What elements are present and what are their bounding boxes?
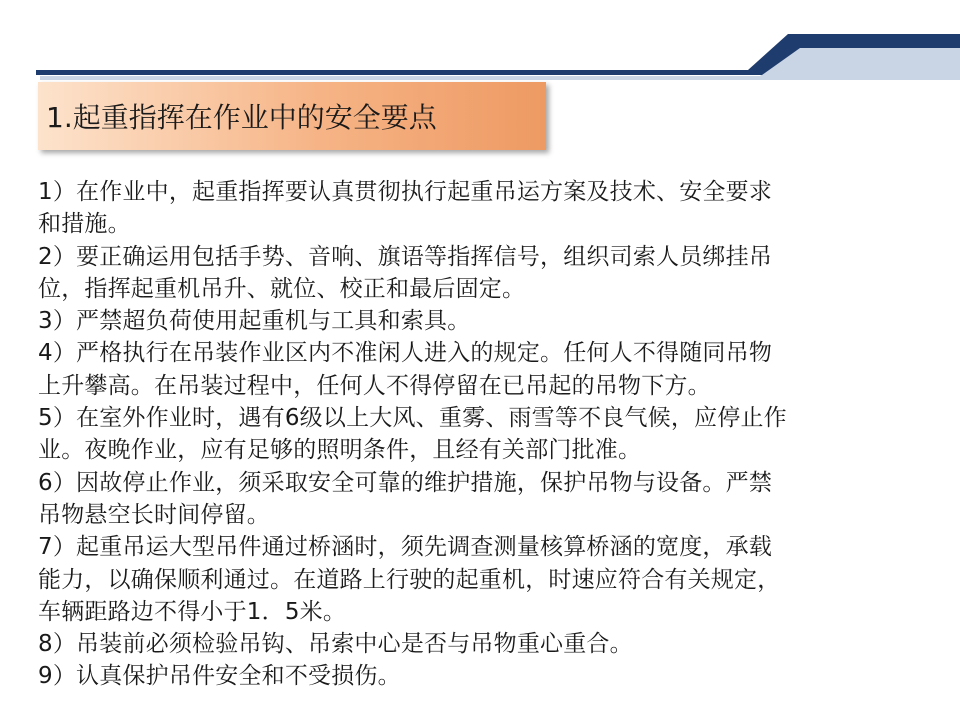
- safety-point-item: [38, 660, 918, 692]
- safety-point-line: 2）要正确运用包括手势、音响、旗语等指挥信号，组织司索人员绑挂吊: [38, 243, 773, 270]
- safety-point-line: 1）在作业中，起重指挥要认真贯彻执行起重吊运方案及技术、安全要求: [38, 179, 773, 205]
- safety-point-item: [38, 628, 918, 660]
- safety-point-line: 4）严格执行在吊装作业区内不准闲人进入的规定。任何人不得随同吊物: [38, 340, 773, 367]
- safety-point-line: 9）认真保护吊件安全和不受损伤。: [38, 663, 401, 690]
- safety-point-item: [38, 305, 918, 337]
- safety-point-line: 3）严禁超负荷使用起重机与工具和索具。: [38, 308, 471, 335]
- safety-point-line: 和措施。: [38, 211, 131, 238]
- header-decoration: [0, 0, 960, 80]
- safety-point-line: 5）在室外作业时，遇有6级以上大风、重雾、雨雪等不良气候，应停止作: [38, 405, 787, 432]
- title-banner: [38, 82, 546, 150]
- safety-point-line: 能力，以确保顺利通过。在道路上行驶的起重机，时速应符合有关规定，: [38, 566, 781, 593]
- safety-point-item: [38, 241, 918, 306]
- safety-points-list: [38, 176, 918, 693]
- safety-point-item: [38, 467, 918, 532]
- safety-point-line: 8）吊装前必须检验吊钩、吊索中心是否与吊物重心重合。: [38, 631, 633, 658]
- safety-point-item: [38, 176, 918, 241]
- safety-point-item: [38, 531, 918, 628]
- header-bar-graphic: [0, 0, 960, 80]
- safety-point-line: 车辆距路边不得小于1．5米。: [38, 598, 347, 625]
- safety-point-line: 吊物悬空长时间停留。: [38, 501, 270, 528]
- slide-title: 1.起重指挥在作业中的安全要点: [46, 101, 437, 134]
- safety-point-item: [38, 402, 918, 467]
- safety-point-line: 业。夜晚作业，应有足够的照明条件，且经有关部门批准。: [38, 437, 642, 464]
- safety-point-line: 位，指挥起重机吊升、就位、校正和最后固定。: [38, 275, 526, 302]
- safety-point-line: 7）起重吊运大型吊件通过桥涵时，须先调查测量核算桥涵的宽度，承载: [38, 534, 773, 561]
- safety-point-line: 6）因故停止作业，须采取安全可靠的维护措施，保护吊物与设备。严禁: [38, 469, 773, 496]
- safety-point-line: 上升攀高。在吊装过程中，任何人不得停留在已吊起的吊物下方。: [38, 372, 711, 399]
- safety-point-item: [38, 337, 918, 402]
